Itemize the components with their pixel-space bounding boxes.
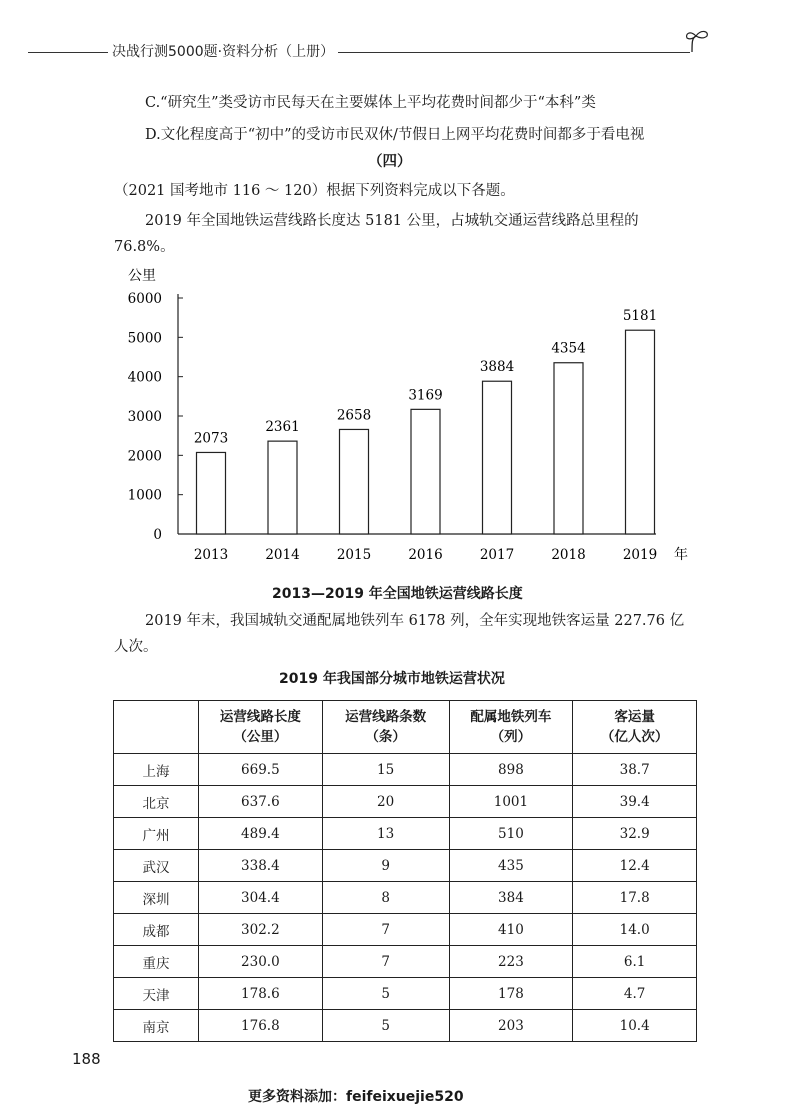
value-cell: 637.6 <box>198 786 322 818</box>
x-tick-label: 2013 <box>193 547 229 563</box>
table-row <box>114 850 697 882</box>
y-tick-label: 4000 <box>127 369 162 386</box>
bar-value-label: 2361 <box>265 419 300 436</box>
y-tick-label: 3000 <box>127 409 162 425</box>
bar-2018 <box>554 363 583 534</box>
header-line: 配属地铁列车 <box>470 709 552 725</box>
header-cell-passengers <box>573 701 697 754</box>
bar-value-label: 5181 <box>622 308 658 325</box>
table-row <box>114 754 697 786</box>
city-cell: 深圳 <box>114 882 199 914</box>
header-cell-empty <box>114 701 199 754</box>
bar-2013 <box>197 452 226 534</box>
body2-line-2: 人次。 <box>114 639 158 655</box>
value-cell: 5 <box>322 1010 449 1042</box>
bar-2017 <box>483 381 512 534</box>
source-note: （2021 国考地市 116 ～ 120）根据下列资料完成以下各题。 <box>114 183 515 199</box>
bar-2016 <box>411 409 440 534</box>
value-cell: 8 <box>322 882 449 914</box>
table-row <box>114 1010 697 1042</box>
city-cell: 广州 <box>114 818 199 850</box>
x-tick-label: 2016 <box>408 547 443 563</box>
value-cell: 489.4 <box>198 818 322 850</box>
x-tick-label: 2015 <box>336 547 372 563</box>
intro-line-1: 2019 年全国地铁运营线路长度达 5181 公里，占城轨交通运营线路总里程的 <box>145 213 639 229</box>
value-cell: 32.9 <box>573 818 697 850</box>
header-unit: （条） <box>365 729 406 745</box>
header-unit: （列） <box>490 729 532 745</box>
value-cell: 302.2 <box>198 914 322 946</box>
sprout-icon <box>684 28 712 54</box>
header-unit: （公里） <box>233 729 288 745</box>
y-axis-label: 公里 <box>128 268 156 284</box>
city-cell: 天津 <box>114 978 199 1010</box>
table-row <box>114 978 697 1010</box>
bar-value-label: 2073 <box>193 430 229 447</box>
bar-value-label: 2658 <box>336 407 372 424</box>
y-tick-label: 1000 <box>127 487 162 504</box>
section-heading: （四） <box>368 153 412 170</box>
value-cell: 230.0 <box>198 946 322 978</box>
value-cell: 898 <box>449 754 573 786</box>
value-cell: 510 <box>449 818 573 850</box>
footer-note: 更多资料添加：feifeixuejie520 <box>248 1089 464 1105</box>
value-cell: 20 <box>322 786 449 818</box>
y-tick-label: 2000 <box>127 448 162 465</box>
value-cell: 435 <box>449 850 573 882</box>
value-cell: 203 <box>449 1010 573 1042</box>
value-cell: 17.8 <box>573 882 697 914</box>
value-cell: 6.1 <box>573 946 697 978</box>
header-rule-right <box>338 52 690 53</box>
header-cell-length <box>198 701 322 754</box>
table-header-row <box>114 701 697 754</box>
city-cell: 武汉 <box>114 850 199 882</box>
value-cell: 38.7 <box>573 754 697 786</box>
header-line: 运营线路长度 <box>219 709 301 725</box>
city-cell: 上海 <box>114 754 199 786</box>
table-row <box>114 882 697 914</box>
option-c: C.“研究生”类受访市民每天在主要媒体上平均花费时间都少于“本科”类 <box>145 95 596 111</box>
value-cell: 5 <box>322 978 449 1010</box>
x-tick-label: 2018 <box>551 547 586 563</box>
header-line: 运营线路条数 <box>345 709 427 725</box>
value-cell: 178 <box>449 978 573 1010</box>
x-tick-label: 2017 <box>479 547 515 563</box>
value-cell: 1001 <box>449 786 573 818</box>
running-header: 决战行测5000题·资料分析（上册） <box>112 44 335 60</box>
x-tick-label: 2019 <box>622 547 658 563</box>
city-cell: 重庆 <box>114 946 199 978</box>
page-number: 188 <box>72 1050 101 1068</box>
y-tick-label: 6000 <box>127 291 162 307</box>
value-cell: 304.4 <box>198 882 322 914</box>
city-cell: 成都 <box>114 914 199 946</box>
value-cell: 178.6 <box>198 978 322 1010</box>
value-cell: 39.4 <box>573 786 697 818</box>
value-cell: 176.8 <box>198 1010 322 1042</box>
header-cell-lines <box>322 701 449 754</box>
bar-value-label: 3884 <box>479 359 515 376</box>
value-cell: 14.0 <box>573 914 697 946</box>
option-d: D.文化程度高于“初中”的受访市民双休/节假日上网平均花费时间都多于看电视 <box>145 127 645 143</box>
value-cell: 223 <box>449 946 573 978</box>
value-cell: 4.7 <box>573 978 697 1010</box>
table-row <box>114 914 697 946</box>
header-unit: （亿人次） <box>600 729 669 745</box>
value-cell: 13 <box>322 818 449 850</box>
body2-line-1: 2019 年末，我国城轨交通配属地铁列车 6178 列，全年实现地铁客运量 227.76 亿 <box>145 613 685 629</box>
table-row <box>114 818 697 850</box>
city-cell: 北京 <box>114 786 199 818</box>
value-cell: 338.4 <box>198 850 322 882</box>
value-cell: 384 <box>449 882 573 914</box>
table-title: 2019 年我国部分城市地铁运营状况 <box>279 671 505 687</box>
bar-2014 <box>268 441 297 534</box>
header-cell-trains <box>449 701 573 754</box>
y-tick-label: 0 <box>153 527 162 543</box>
value-cell: 669.5 <box>198 754 322 786</box>
value-cell: 15 <box>322 754 449 786</box>
bar-2019 <box>626 330 655 534</box>
value-cell: 410 <box>449 914 573 946</box>
bar-value-label: 3169 <box>408 387 443 404</box>
header-rule-left <box>28 52 108 53</box>
intro-line-2: 76.8%。 <box>114 239 175 255</box>
value-cell: 9 <box>322 850 449 882</box>
table-row <box>114 946 697 978</box>
header-line: 客运量 <box>614 709 655 725</box>
value-cell: 12.4 <box>573 850 697 882</box>
city-cell: 南京 <box>114 1010 199 1042</box>
table-row <box>114 786 697 818</box>
bar-value-label: 4354 <box>551 340 586 357</box>
y-tick-label: 5000 <box>127 330 162 347</box>
value-cell: 7 <box>322 946 449 978</box>
x-axis-label: 年 <box>674 547 688 563</box>
value-cell: 10.4 <box>573 1010 697 1042</box>
value-cell: 7 <box>322 914 449 946</box>
bar-2015 <box>340 429 369 534</box>
bar-chart <box>0 262 800 572</box>
x-tick-label: 2014 <box>265 547 300 563</box>
metro-table <box>113 700 697 1042</box>
chart-title: 2013—2019 年全国地铁运营线路长度 <box>272 586 523 602</box>
